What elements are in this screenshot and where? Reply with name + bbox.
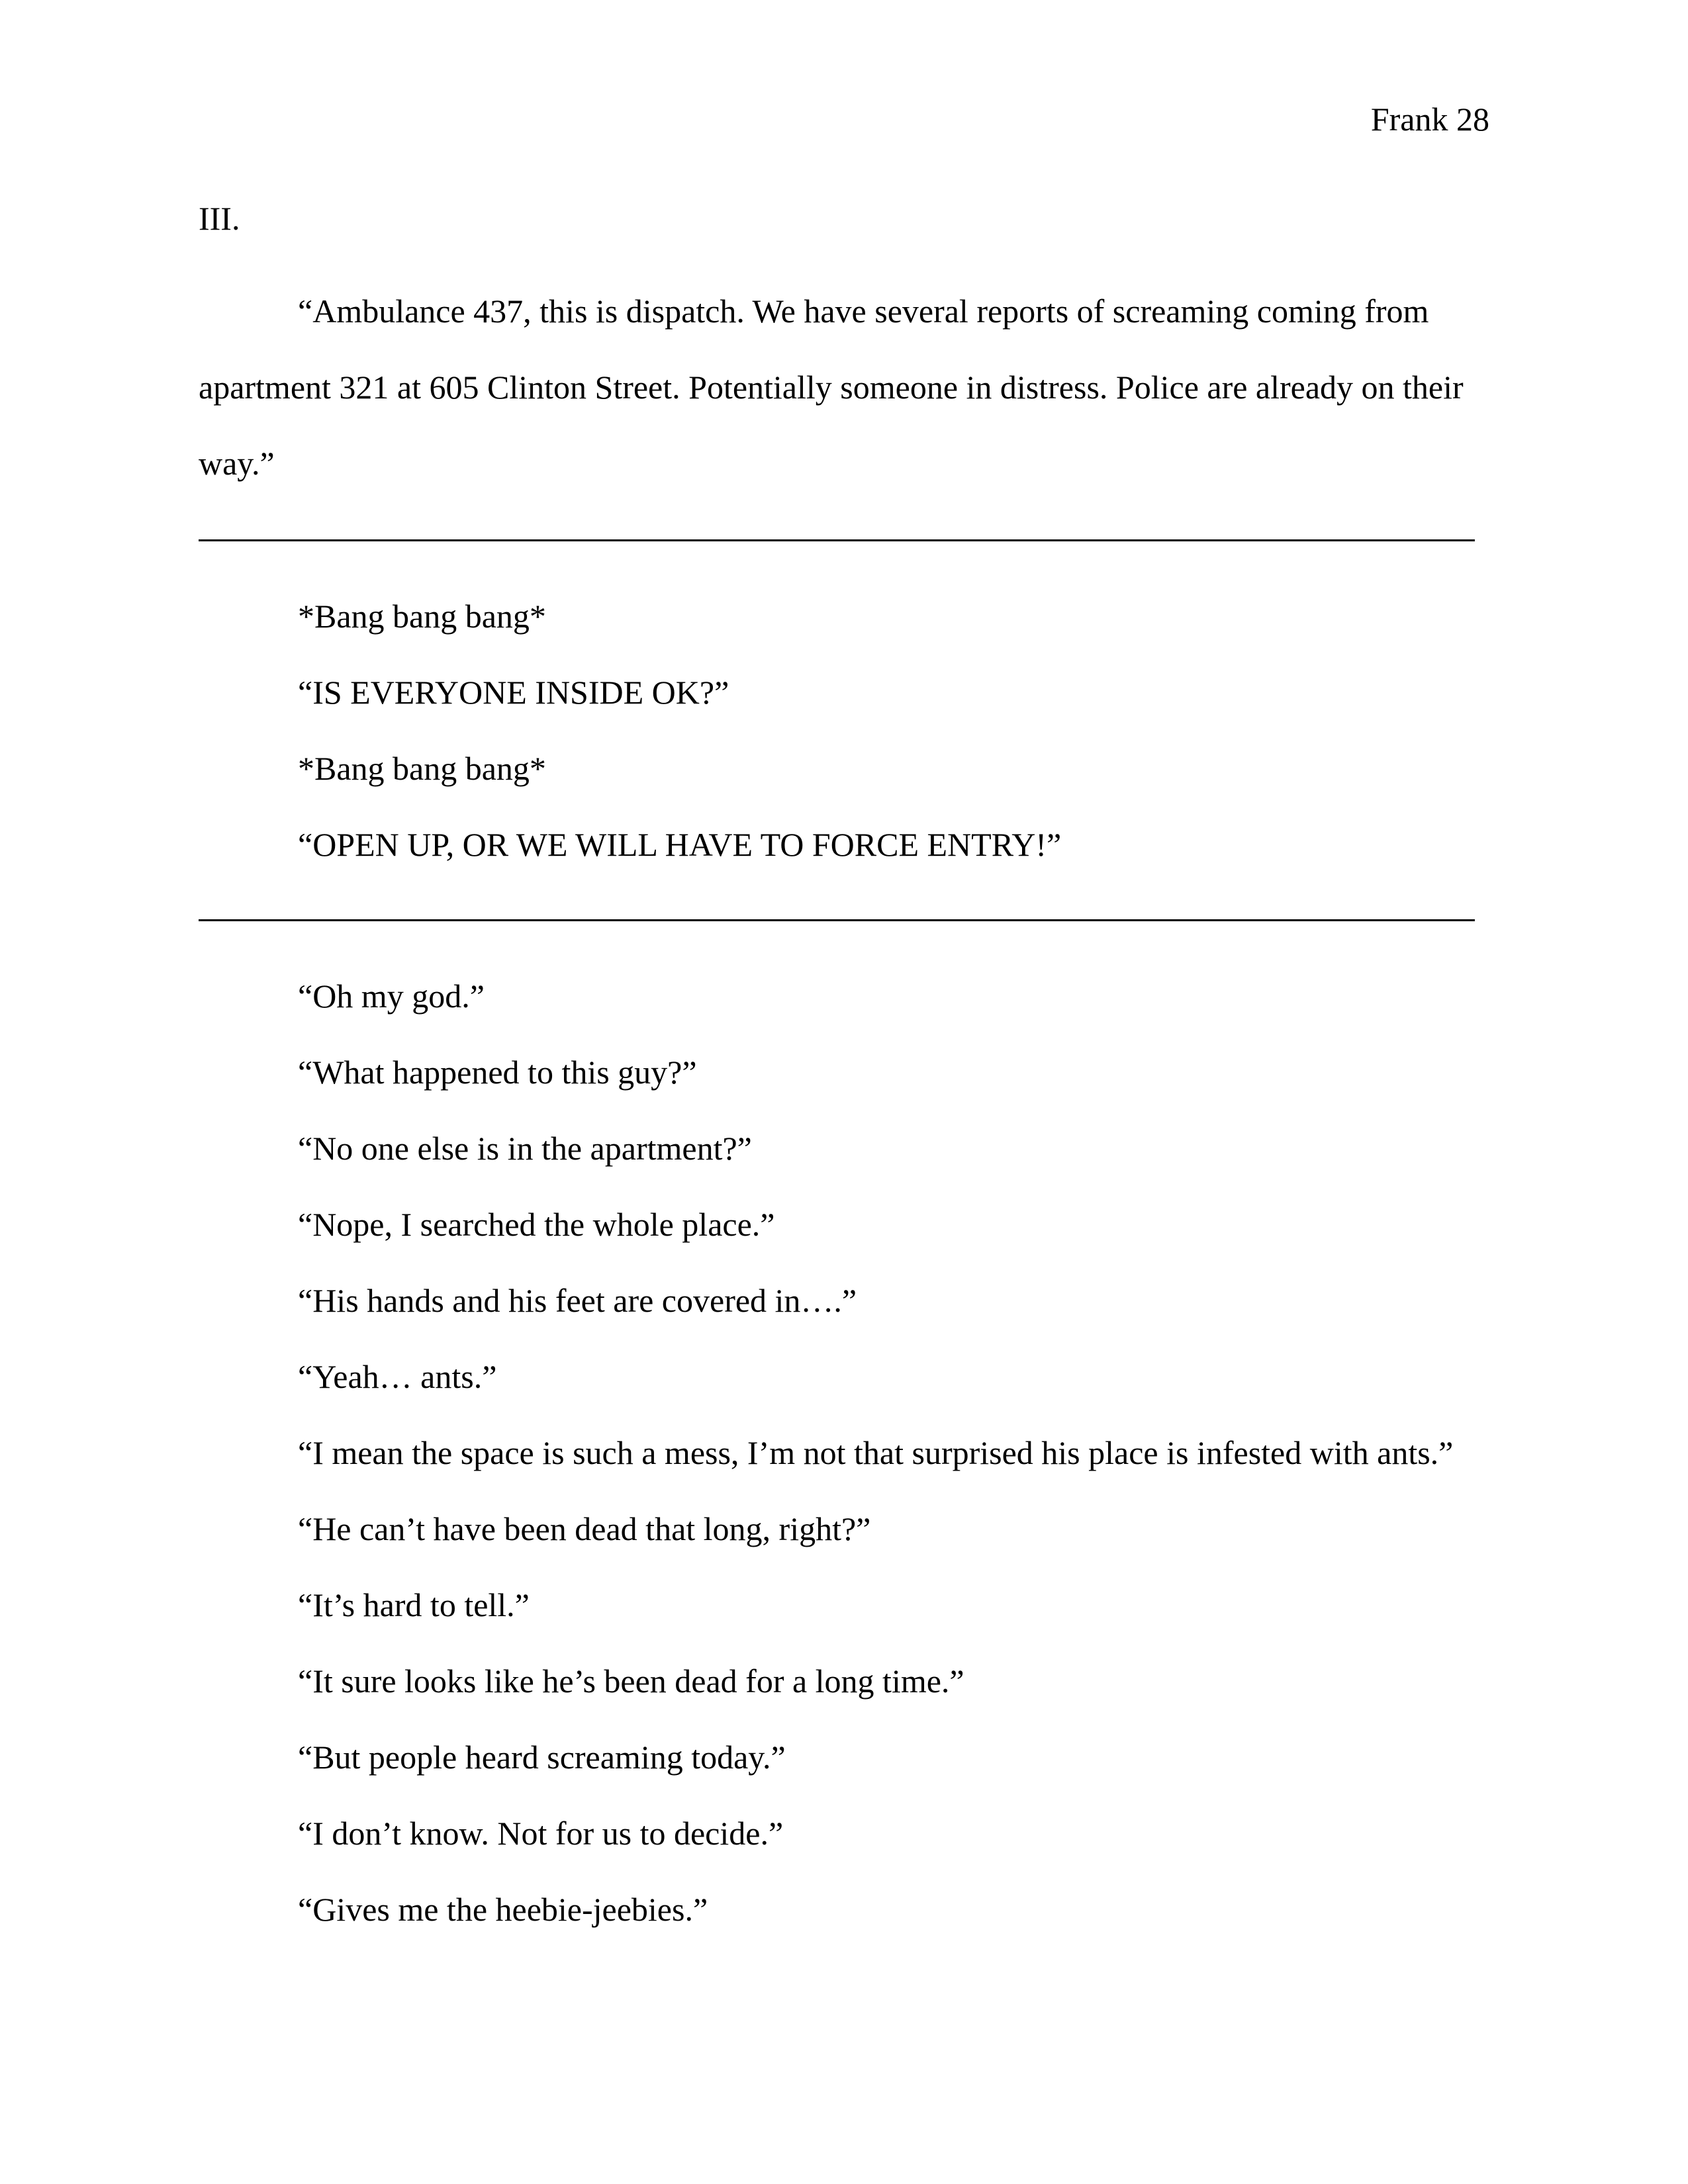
dialogue-line: “Nope, I searched the whole place.” [298,1206,775,1243]
dialogue-line: “It’s hard to tell.” [298,1586,530,1623]
dialogue-line: “Oh my god.” [298,978,485,1015]
dialogue-line: “I mean the space is such a mess, I’m not that surprised his place is infested with ants.” [298,1434,1454,1471]
dialogue-line: *Bang bang bang* [298,750,546,787]
dialogue-line: “IS EVERYONE INSIDE OK?” [298,674,729,711]
dialogue-line: “I don’t know. Not for us to decide.” [298,1815,784,1852]
inside-dialogue [298,958,1523,1948]
scene-divider [199,539,1475,541]
dialogue-line: “It sure looks like he’s been dead for a long time.” [298,1662,964,1700]
dialogue-line: “No one else is in the apartment?” [298,1130,752,1167]
dialogue-line: “But people heard screaming today.” [298,1739,786,1776]
dialogue-line: “Gives me the heebie-jeebies.” [298,1891,708,1928]
dialogue-line: “What happened to this guy?” [298,1054,697,1091]
dialogue-line: *Bang bang bang* [298,598,546,635]
scene-divider [199,919,1475,921]
dialogue-line: “OPEN UP, OR WE WILL HAVE TO FORCE ENTRY!” [298,826,1062,863]
section-number: III. [199,200,240,237]
dispatch-paragraph: “Ambulance 437, this is dispatch. We have several reports of screaming coming from apartment 321 at 605 Clinton Street. Potentially someone in distress. Police are already on their way.” [199,293,1464,482]
dialogue-line: “He can’t have been dead that long, right?” [298,1510,871,1547]
dialogue-line: “His hands and his feet are covered in….” [298,1282,857,1319]
dialogue-line: “Yeah… ants.” [298,1358,497,1395]
door-dialogue [298,578,1523,883]
running-head: Frank 28 [1370,101,1489,138]
